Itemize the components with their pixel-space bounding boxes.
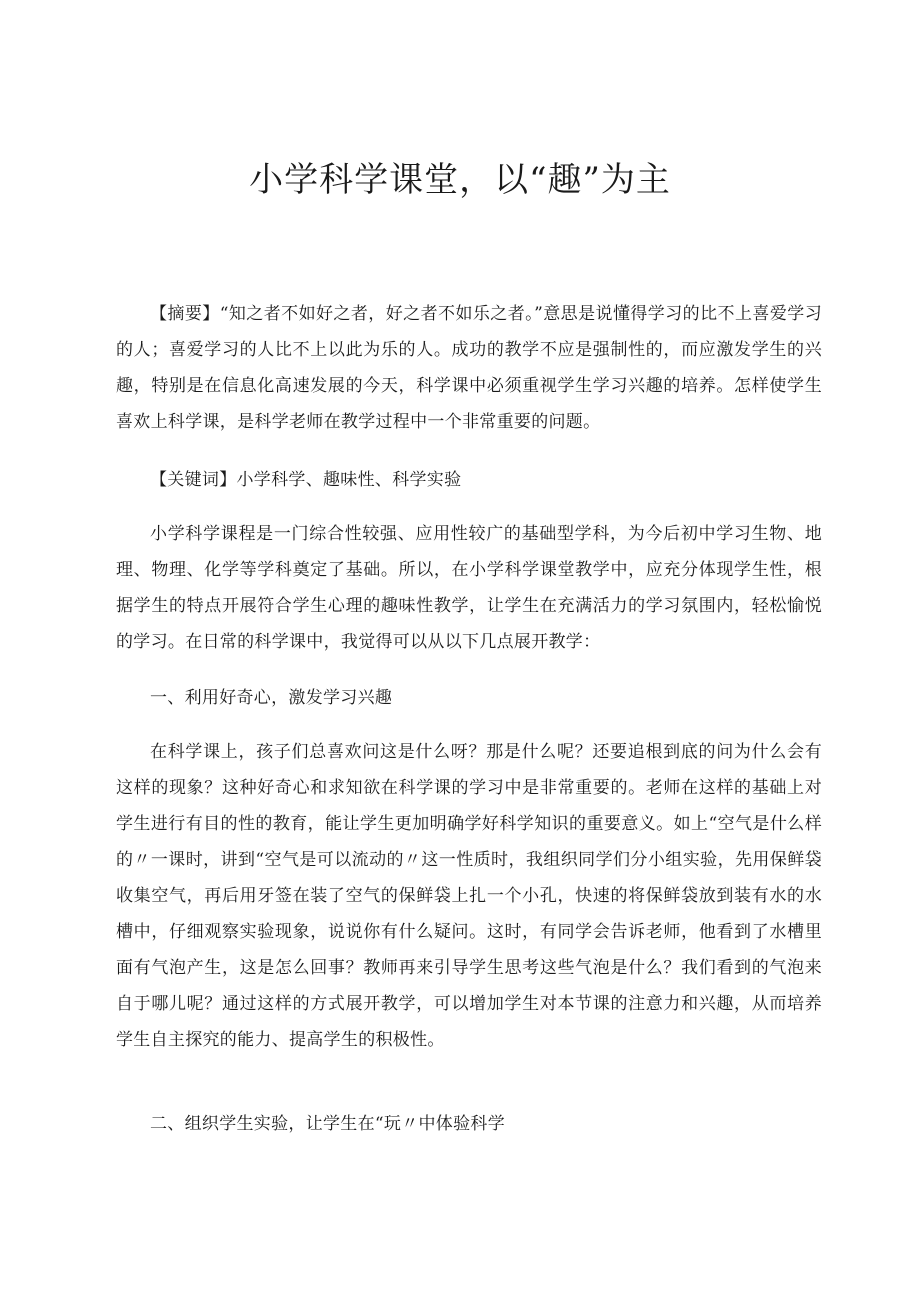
section-1-heading: 一、利用好奇心，激发学习兴趣 [150,688,393,708]
abstract-paragraph: 【摘要】“知之者不如好之者，好之者不如乐之者。”意思是说懂得学习的比不上喜爱学习的人；喜爱学习的人比不上以此为乐的人。成功的教学不应是强制性的，而应激发学生的兴趣，特别是在信息化高速发展的今天，科学课中必须重视学生学习兴趣的培养。怎样使学生喜欢上科学课，是科学老师在教学过程中一个非常重要的问题。 [116,304,822,432]
intro-paragraph: 小学科学课程是一门综合性较强、应用性较广的基础型学科，为今后初中学习生物、地理、物理、化学等学科奠定了基础。所以，在小学科学课堂教学中，应充分体现学生性，根据学生的特点开展符合学生心理的趣味性教学，让学生在充满活力的学习氛围内，轻松愉悦的学习。在日常的科学课中，我觉得可以从以下几点展开教学： [116,524,822,652]
document-title: 小学科学课堂，以“趣”为主 [249,160,671,200]
section-2-heading: 二、组织学生实验，让学生在“玩〃中体验科学 [150,1114,505,1134]
keywords-paragraph: 【关键词】小学科学、趣味性、科学实验 [150,470,462,490]
section-1-body: 在科学课上，孩子们总喜欢问这是什么呀？那是什么呢？还要追根到底的问为什么会有这样的现象？这种好奇心和求知欲在科学课的学习中是非常重要的。老师在这样的基础上对学生进行有目的性的教育，能让学生更加明确学好科学知识的重要意义。如上“空气是什么样的〃一课时，讲到“空气是可以流动的〃这一性质时，我组织同学们分小组实验，先用保鲜袋收集空气，再后用牙签在装了空气的保鲜袋上扎一个小孔，快速的将保鲜袋放到装有水的水槽中，仔细观察实验现象，说说你有什么疑问。这时，有同学会告诉老师，他看到了水槽里面有气泡产生，这是怎么回事？教师再来引导学生思考这些气泡是什么？我们看到的气泡来自于哪儿呢？通过这样的方式展开教学，可以增加学生对本节课的注意力和兴趣，从而培养学生自主探究的能力、提高学生的积极性。 [116,742,822,1050]
